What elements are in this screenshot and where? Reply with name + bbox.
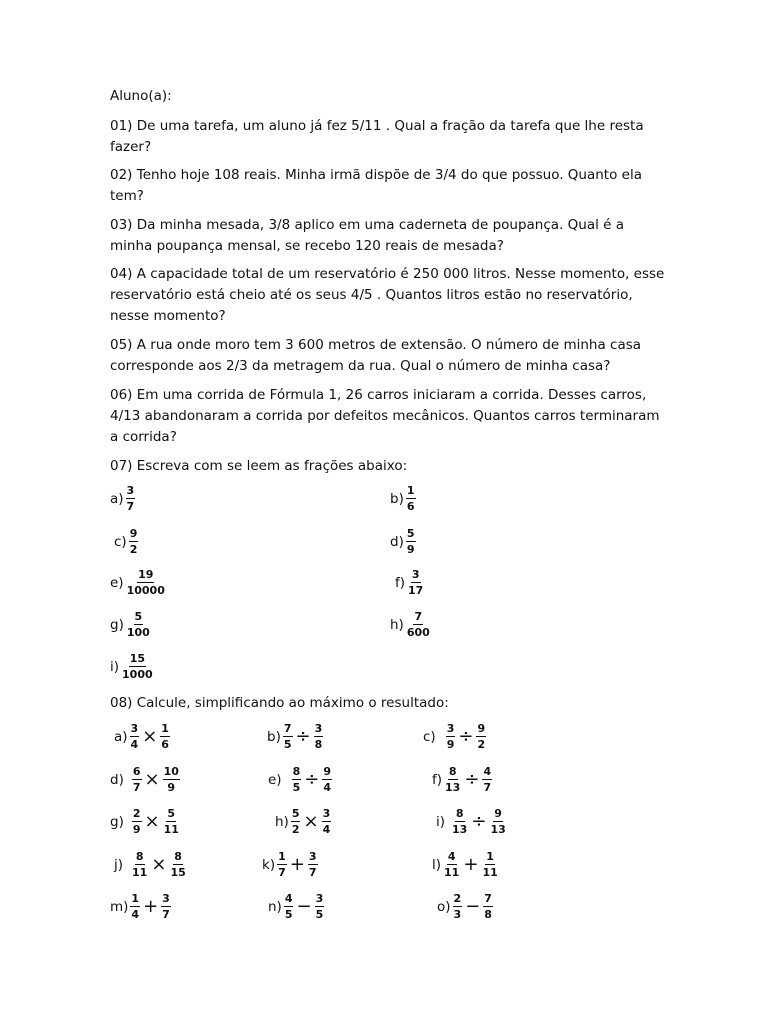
- fraction: [284, 892, 294, 921]
- numerator: 4: [284, 892, 293, 905]
- denominator: 9: [167, 781, 176, 794]
- question-07-prompt: 07) Escreva com se leem as frações abaixo:: [110, 458, 408, 474]
- numerator: 7: [414, 610, 423, 623]
- denominator: 11: [444, 866, 460, 879]
- fraction: [315, 892, 325, 921]
- fraction: [292, 765, 302, 794]
- fraction: [322, 807, 332, 836]
- q08-item-d: [110, 765, 180, 794]
- numerator: 9: [494, 807, 502, 820]
- numerator: 9: [323, 765, 331, 778]
- fraction: [443, 850, 460, 879]
- numerator: 8: [135, 850, 144, 863]
- q08-item-o: [437, 892, 493, 921]
- fraction: [446, 722, 456, 751]
- fraction: [308, 850, 318, 879]
- question-05: 05) A rua onde moro tem 3 600 metros de extensão. O número de minha casa corresponde aos 2/3 da metragem da rua. Qual o número de minha casa?: [110, 337, 642, 374]
- operator-sign: ×: [144, 768, 160, 790]
- operator-sign: ÷: [304, 768, 320, 790]
- q07-item-label: f): [395, 574, 406, 591]
- fraction: [163, 765, 180, 794]
- denominator: 5: [315, 908, 324, 921]
- q07-item-g: [110, 610, 151, 639]
- denominator: 7: [278, 866, 286, 879]
- denominator: 9: [406, 543, 415, 556]
- fraction: [406, 484, 416, 513]
- q07-item-label: c): [114, 533, 127, 550]
- operator-sign: ÷: [458, 725, 474, 747]
- operator-sign: +: [289, 853, 305, 875]
- fraction: [314, 722, 324, 751]
- numerator: 3: [315, 892, 324, 905]
- numerator: 1: [406, 484, 415, 497]
- q08-item-a: [114, 722, 170, 751]
- numerator: 1: [161, 722, 169, 735]
- q07-item-c: [114, 527, 138, 556]
- operator-sign: ×: [303, 810, 319, 832]
- denominator: 100: [126, 626, 150, 639]
- question-04: 04) A capacidade total de um reservatório é 250 000 litros. Nesse momento, esse reservatório está cheio até os seus 4/5 . Quantos litros estão no reservatório, nesse momento?: [110, 266, 665, 324]
- q08-item-f: [432, 765, 492, 794]
- q07-item-e: [110, 568, 166, 597]
- numerator: 3: [162, 892, 170, 905]
- q07-item-d: [390, 527, 416, 556]
- numerator: 4: [483, 765, 492, 778]
- denominator: 5: [283, 738, 292, 751]
- denominator: 5: [284, 908, 293, 921]
- numerator: 5: [291, 807, 300, 820]
- numerator: 2: [453, 892, 462, 905]
- numerator: 9: [129, 527, 138, 540]
- denominator: 2: [291, 823, 300, 836]
- operator-sign: +: [463, 853, 479, 875]
- numerator: 5: [167, 807, 176, 820]
- q07-item-h: [390, 610, 431, 639]
- denominator: 11: [163, 823, 179, 836]
- denominator: 4: [322, 823, 331, 836]
- denominator: 4: [323, 781, 331, 794]
- q08-item-label: i): [436, 813, 446, 830]
- fraction: [283, 722, 293, 751]
- operator-sign: ×: [151, 853, 167, 875]
- numerator: 1: [131, 892, 140, 905]
- denominator: 11: [132, 866, 148, 879]
- q08-item-label: k): [262, 856, 276, 873]
- denominator: 9: [132, 823, 141, 836]
- denominator: 6: [161, 738, 169, 751]
- operator-sign: −: [465, 895, 481, 917]
- fraction: [291, 807, 301, 836]
- denominator: 2: [129, 543, 138, 556]
- denominator: 8: [484, 908, 492, 921]
- q08-item-label: o): [437, 898, 451, 915]
- numerator: 8: [292, 765, 301, 778]
- denominator: 600: [406, 626, 430, 639]
- denominator: 6: [406, 500, 415, 513]
- q07-item-label: h): [390, 616, 404, 633]
- q08-item-k: [262, 850, 318, 879]
- numerator: 1: [486, 850, 494, 863]
- denominator: 9: [446, 738, 455, 751]
- fraction: [130, 892, 140, 921]
- fraction: [444, 765, 461, 794]
- fraction: [126, 484, 136, 513]
- denominator: 7: [126, 500, 135, 513]
- q07-item-label: b): [390, 490, 404, 507]
- fraction: [482, 765, 492, 794]
- fraction: [476, 722, 486, 751]
- fraction: [406, 527, 416, 556]
- question-03: 03) Da minha mesada, 3/8 aplico em uma caderneta de poupança. Qual é a minha poupança mensal, se recebo 120 reais de mesada?: [110, 217, 625, 254]
- fraction: [163, 807, 180, 836]
- q08-item-label: g): [110, 813, 124, 830]
- denominator: 4: [130, 738, 139, 751]
- numerator: 6: [132, 765, 141, 778]
- q07-item-label: e): [110, 574, 124, 591]
- denominator: 7: [132, 781, 141, 794]
- numerator: 3: [308, 850, 317, 863]
- question-06: 06) Em uma corrida de Fórmula 1, 26 carros iniciaram a corrida. Desses carros, 4/13 abandonaram a corrida por defeitos mecânicos. Quantos carros terminaram a corrida?: [110, 387, 660, 445]
- numerator: 3: [322, 807, 331, 820]
- numerator: 8: [174, 850, 182, 863]
- q08-item-label: h): [275, 813, 289, 830]
- denominator: 1000: [122, 668, 153, 681]
- fraction: [160, 722, 170, 751]
- denominator: 5: [292, 781, 301, 794]
- q08-item-label: e): [268, 771, 282, 788]
- q08-item-g: [110, 807, 180, 836]
- numerator: 2: [132, 807, 141, 820]
- denominator: 17: [408, 584, 424, 597]
- question-01: 01) De uma tarefa, um aluno já fez 5/11 . Qual a fração da tarefa que lhe resta fazer?: [110, 118, 644, 155]
- denominator: 10000: [126, 584, 165, 597]
- operator-sign: ÷: [295, 725, 311, 747]
- q07-item-i: [110, 652, 154, 681]
- q08-item-l: [432, 850, 499, 879]
- fraction: [121, 652, 154, 681]
- denominator: 13: [452, 823, 468, 836]
- q08-item-j: [114, 850, 187, 879]
- q08-item-m: [110, 892, 171, 921]
- numerator: 3: [314, 722, 323, 735]
- numerator: 7: [283, 722, 292, 735]
- q07-item-a: [110, 484, 135, 513]
- q08-item-i: [436, 807, 507, 836]
- fraction: [451, 807, 468, 836]
- fraction: [169, 850, 186, 879]
- q08-item-label: d): [110, 771, 124, 788]
- denominator: 15: [170, 866, 186, 879]
- fraction: [130, 722, 140, 751]
- q08-item-b: [267, 722, 323, 751]
- numerator: 5: [406, 527, 415, 540]
- q07-item-f: [395, 568, 424, 597]
- operator-sign: ×: [144, 810, 160, 832]
- numerator: 3: [126, 484, 135, 497]
- numerator: 5: [134, 610, 143, 623]
- q08-item-label: m): [110, 898, 129, 915]
- numerator: 3: [411, 568, 420, 581]
- q08-item-c: [423, 722, 486, 751]
- denominator: 4: [131, 908, 140, 921]
- q08-item-e: [268, 765, 332, 794]
- q07-item-b: [390, 484, 416, 513]
- q07-item-label: i): [110, 658, 120, 675]
- q07-item-label: a): [110, 490, 124, 507]
- question-08-prompt: 08) Calcule, simplificando ao máximo o resultado:: [110, 695, 449, 711]
- numerator: 4: [447, 850, 456, 863]
- numerator: 8: [455, 807, 464, 820]
- q08-item-label: l): [432, 856, 442, 873]
- fraction: [161, 892, 171, 921]
- q08-item-label: j): [114, 856, 124, 873]
- operator-sign: +: [143, 895, 159, 917]
- denominator: 11: [482, 866, 498, 879]
- denominator: 7: [162, 908, 170, 921]
- numerator: 15: [129, 652, 145, 665]
- q08-item-label: f): [432, 771, 443, 788]
- fraction: [126, 568, 166, 597]
- student-name-label: Aluno(a):: [110, 88, 172, 104]
- fraction: [131, 850, 148, 879]
- q07-item-label: d): [390, 533, 404, 550]
- denominator: 7: [308, 866, 317, 879]
- q07-item-label: g): [110, 616, 124, 633]
- numerator: 3: [446, 722, 455, 735]
- fraction: [407, 568, 424, 597]
- numerator: 1: [278, 850, 286, 863]
- operator-sign: ÷: [464, 768, 480, 790]
- fraction: [277, 850, 287, 879]
- denominator: 2: [477, 738, 486, 751]
- fraction: [406, 610, 431, 639]
- fraction: [126, 610, 151, 639]
- numerator: 3: [130, 722, 139, 735]
- denominator: 8: [314, 738, 323, 751]
- operator-sign: ÷: [471, 810, 487, 832]
- numerator: 7: [484, 892, 492, 905]
- question-02: 02) Tenho hoje 108 reais. Minha irmã dispõe de 3/4 do que possuo. Quanto ela tem?: [110, 167, 642, 204]
- q08-item-h: [275, 807, 331, 836]
- operator-sign: ×: [142, 725, 158, 747]
- denominator: 3: [453, 908, 462, 921]
- fraction: [489, 807, 506, 836]
- operator-sign: −: [296, 895, 312, 917]
- q08-item-n: [268, 892, 324, 921]
- fraction: [132, 765, 142, 794]
- fraction: [322, 765, 332, 794]
- q08-item-label: b): [267, 728, 281, 745]
- denominator: 13: [445, 781, 461, 794]
- fraction: [481, 850, 498, 879]
- q08-item-label: n): [268, 898, 282, 915]
- fraction: [483, 892, 493, 921]
- fraction: [132, 807, 142, 836]
- denominator: 13: [490, 823, 506, 836]
- numerator: 9: [477, 722, 486, 735]
- numerator: 8: [448, 765, 457, 778]
- numerator: 19: [138, 568, 154, 581]
- q08-item-label: c): [423, 728, 436, 745]
- fraction: [129, 527, 139, 556]
- q08-item-label: a): [114, 728, 128, 745]
- fraction: [453, 892, 463, 921]
- numerator: 10: [163, 765, 179, 778]
- denominator: 7: [483, 781, 492, 794]
